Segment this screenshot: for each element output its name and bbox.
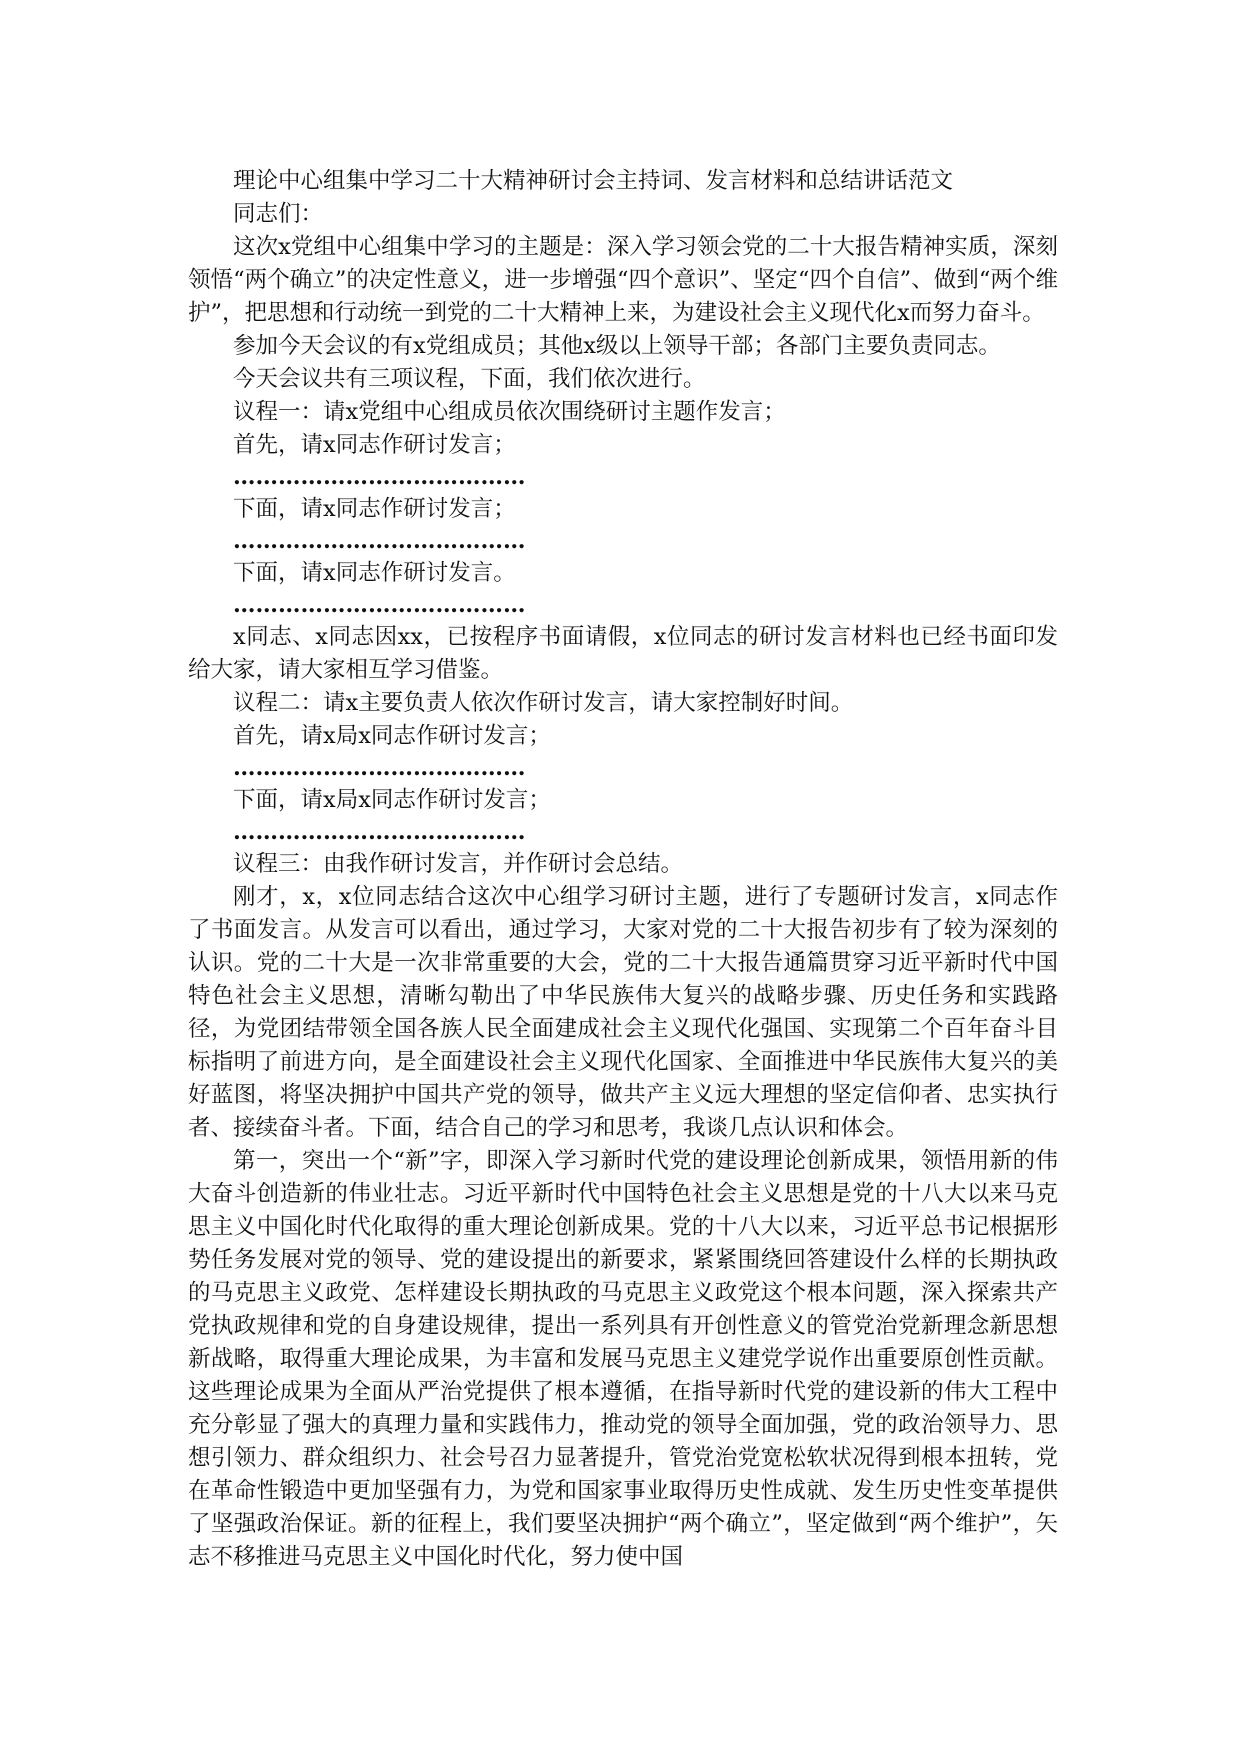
document-page	[188, 165, 1058, 1574]
paragraph-summary: 刚才，x，x位同志结合这次中心组学习研讨主题，进行了专题研讨发言，x同志作了书面发言。从发言可以看出，通过学习，大家对党的二十大报告初步有了较为深刻的认识。党的二十大是一次非常重要的大会，党的二十大报告通篇贯穿习近平新时代中国特色社会主义思想，清晰勾勒出了中华民族伟大复兴的战略步骤、历史任务和实践路径，为党团结带领全国各族人民全面建成社会主义现代化强国、实现第二个百年奋斗目标指明了前进方向，是全面建设社会主义现代化国家、全面推进中华民族伟大复兴的美好蓝图，将坚决拥护中国共产党的领导，做共产主义远大理想的坚定信仰者、忠实执行者、接续奋斗者。下面，结合自己的学习和思考，我谈几点认识和体会。	[188, 884, 1058, 1141]
ellipsis-line: …………………………………	[233, 819, 526, 845]
paragraph-leave-notice: x同志、x同志因xx，已按程序书面请假，x位同志的研讨发言材料也已经书面印发给大家，请大家相互学习借鉴。	[188, 624, 1058, 683]
greeting: 同志们：	[233, 201, 324, 227]
speaker-line: 下面，请x同志作研讨发言；	[233, 496, 516, 522]
ellipsis-line: …………………………………	[233, 755, 526, 781]
paragraph-point-one: 第一，突出一个“新”字，即深入学习新时代党的建设理论创新成果，领悟用新的伟大奋斗创造新的伟业壮志。习近平新时代中国特色社会主义思想是党的十八大以来马克思主义中国化时代化取得的重大理论创新成果。党的十八大以来，习近平总书记根据形势任务发展对党的领导、党的建设提出的新要求，紧紧围绕回答建设什么样的长期执政的马克思主义政党、怎样建设长期执政的马克思主义政党这个根本问题，深入探索共产党执政规律和党的自身建设规律，提出一系列具有开创性意义的管党治党新理念新思想新战略，取得重大理论成果，为丰富和发展马克思主义建党学说作出重要原创性贡献。这些理论成果为全面从严治党提供了根本遵循，在指导新时代党的建设新的伟大工程中充分彰显了强大的真理力量和实践伟力，推动党的领导全面加强，党的政治领导力、思想引领力、群众组织力、社会号召力显著提升，管党治党宽松软状况得到根本扭转，党在革命性锻造中更加坚强有力，为党和国家事业取得历史性成就、发生历史性变革提供了坚强政治保证。新的征程上，我们要坚决拥护“两个确立”，坚定做到“两个维护”，矢志不移推进马克思主义中国化时代化，努力使中国	[188, 1148, 1058, 1570]
agenda-item-one: 议程一：请x党组中心组成员依次围绕研讨主题作发言；	[233, 399, 786, 425]
ellipsis-line: …………………………………	[233, 592, 526, 618]
agenda-item-two: 议程二：请x主要负责人依次作研讨发言，请大家控制好时间。	[233, 690, 854, 716]
agenda-item-three: 议程三：由我作研讨发言，并作研讨会总结。	[233, 851, 684, 877]
document-title: 理论中心组集中学习二十大精神研讨会主持词、发言材料和总结讲话范文	[233, 168, 954, 194]
speaker-line: 下面，请x局x同志作研讨发言；	[233, 787, 551, 813]
paragraph-agenda-intro: 今天会议共有三项议程，下面，我们依次进行。	[233, 366, 706, 392]
paragraph-theme: 这次x党组中心组集中学习的主题是：深入学习领会党的二十大报告精神实质，深刻领悟“两个确立”的决定性意义，进一步增强“四个意识”、坚定“四个自信”、做到“两个维护”，把思想和行动统一到党的二十大精神上来，为建设社会主义现代化x而努力奋斗。	[188, 234, 1058, 326]
paragraph-attendees: 参加今天会议的有x党组成员；其他x级以上领导干部；各部门主要负责同志。	[233, 333, 1001, 359]
ellipsis-line: …………………………………	[233, 528, 526, 554]
speaker-line: 下面，请x同志作研讨发言。	[233, 560, 516, 586]
ellipsis-line: …………………………………	[233, 464, 526, 490]
speaker-line: 首先，请x局x同志作研讨发言；	[233, 723, 551, 749]
speaker-line: 首先，请x同志作研讨发言；	[233, 432, 516, 458]
